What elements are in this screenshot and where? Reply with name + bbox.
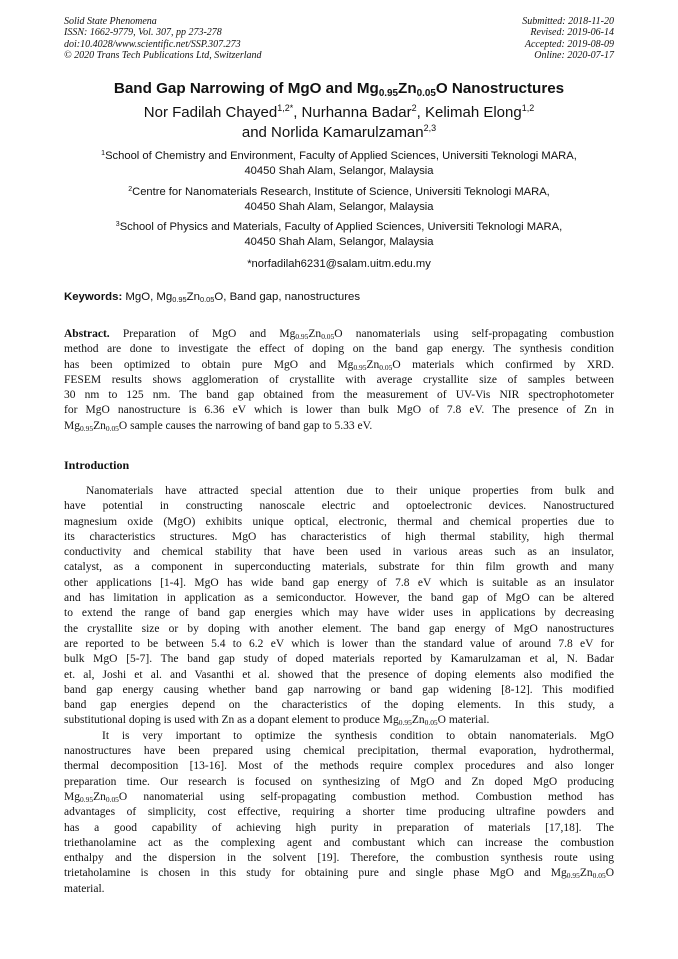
affiliation-2: $^2$Centre for Nanomaterials Research, Institute of Science, Universiti Teknologi MARA, 40450 Shah Alam, Selangor, Malaysia bbox=[128, 186, 550, 214]
affiliation-3: $^3$School of Physics and Materials, Faculty of Applied Sciences, Universiti Teknologi MARA, 40450 Shah Alam, Selangor, Malaysia bbox=[115, 221, 563, 249]
paper-title: Band Gap Narrowing of MgO and $Mg_{0.95}Zn_{0.05}O$ Nanostructures bbox=[113, 80, 565, 99]
journal-header-right bbox=[522, 16, 614, 61]
accepted-date: Accepted: 2019-08-09 bbox=[524, 38, 614, 50]
corresponding-email: *norfadilah6231@salam.uitm.edu.my bbox=[247, 258, 431, 270]
author-line-2: and Norlida Kamarulzaman$^{2,3}$ bbox=[241, 123, 437, 141]
introduction-body: Nanomaterials have attracted special attention due to their unique properties from bulk and have potential in constructing nanoscale electric and optoelectronic devices. Nanostructured magnesium oxide (MgO) exhibits unique optical, electronic, thermal and chemical properties due to its characteristics structures. MgO has characteristics of high thermal stability, high thermal conductivity and chemical stability that have been used in various areas such as an insulator, catalyst, as a component in superconducting materials, substrate for thin film growth and many other applications [1-4]. MgO has wide band gap energy of 7.8 eV which is suitable as an insulator and has limitation in application as a semiconductor. However, the band gap of MgO can be altered to extend the range of band gap energies which may have wider uses in applications by decreasing the crystallite size or by doping with another element. The band gap energy of MgO nanostructures are reported to be between 5.4 to 6.2 eV which is lower than the standard value of around 7.8 eV for bulk MgO [5-7]. The band gap study of doped materials reported by Kamarulzaman et al, N. Badar et. al, Joshi et al. and Vasanthi et al. showed that the presence of doping elements also modified the band gap energy causing whether band gap narrowing or band gap widening [8-12]. This modified band gap energies depend on the characteristics of the doping elements. In this study, a substitutional doping is used with Zn as a dopant element to produce $Mg_{0.95}Zn_{0.05}O$ material. It is very important to optimize the synthesis condition to obtain nanomaterials. MgO nanostructures have been prepared using chemical precipitation, thermal evaporation, hydrothermal, thermal decomposition [13-16]. Most of the methods require complex procedures and also longer preparation time. Our research is focused on synthesizing of MgO and Zn doped MgO producing $Mg_{0.95}Zn_{0.05}O$ nanomaterial using self-propagating combustion method. Combustion method has advantages of simplicity, cost effective, requiring a shorter time producing ultrafine powders and has a good capability of achieving high purity in preparation of materials [17,18]. The triethanolamine act as the complexing agent and combustant which can increase the combustion enthalpy and the dispersion in the solvent [19]. Therefore, the combustion synthesis route using trietaholamine is chosen in this study for obtaining pure and single phase MgO and $Mg_{0.95}Zn_{0.05}O$ material. bbox=[64, 485, 614, 895]
affiliation-1: $^1$School of Chemistry and Environment, Faculty of Applied Sciences, Universiti Teknologi MARA, 40450 Shah Alam, Selangor, Malaysia bbox=[101, 150, 577, 178]
copyright-line: © 2020 Trans Tech Publications Ltd, Switzerland bbox=[64, 49, 262, 61]
journal-header-left bbox=[64, 16, 262, 61]
author-line-1: Nor Fadilah Chayed$^{1,2*}$, Nurhanna Badar$^2$, Kelimah Elong$^{1,2}$ bbox=[143, 103, 535, 121]
online-date: Online: 2020-07-17 bbox=[534, 49, 614, 61]
submitted-date: Submitted: 2018-11-20 bbox=[522, 16, 614, 27]
author-list bbox=[0, 103, 678, 143]
author-name: , Kelimah Elong bbox=[416, 104, 522, 121]
abstract: Abstract. Preparation of MgO and $Mg_{0.95}Zn_{0.05}O$ nanomaterials using self-propagating combustion method are done to investigate the effect of doping on the band gap energy. The synthesis condition has been optimized to obtain pure MgO and $Mg_{0.95}Zn_{0.05}O$ materials which confirmed by XRD. FESEM results shows agglomeration of crystallite with average crystallite size of samples between 30 nm to 125 nm. The band gap obtained from the measurement of UV-Vis NIR spectrophotometer for MgO nanostructure is 6.36 eV which is lower than bulk MgO of 7.8 eV. The presence of Zn in $Mg_{0.95}Zn_{0.05}O$ sample causes the narrowing of band gap to 5.33 eV. bbox=[64, 328, 614, 433]
doi-line: doi:10.4028/www.scientific.net/SSP.307.273 bbox=[64, 38, 241, 50]
issn-line: ISSN: 1662-9779, Vol. 307, pp 273-278 bbox=[64, 27, 222, 39]
author-name: Nor Fadilah Chayed bbox=[143, 104, 278, 121]
author-name: and Norlida Kamarulzaman bbox=[241, 124, 424, 141]
keywords: Keywords: MgO, $Mg_{0.95}Zn_{0.05}O$, Band gap, nanostructures bbox=[64, 291, 361, 304]
author-name: , Nurhanna Badar bbox=[293, 104, 412, 121]
journal-name: Solid State Phenomena bbox=[64, 16, 157, 27]
revised-date: Revised: 2019-06-14 bbox=[530, 27, 614, 39]
section-heading-introduction: Introduction bbox=[64, 458, 130, 472]
